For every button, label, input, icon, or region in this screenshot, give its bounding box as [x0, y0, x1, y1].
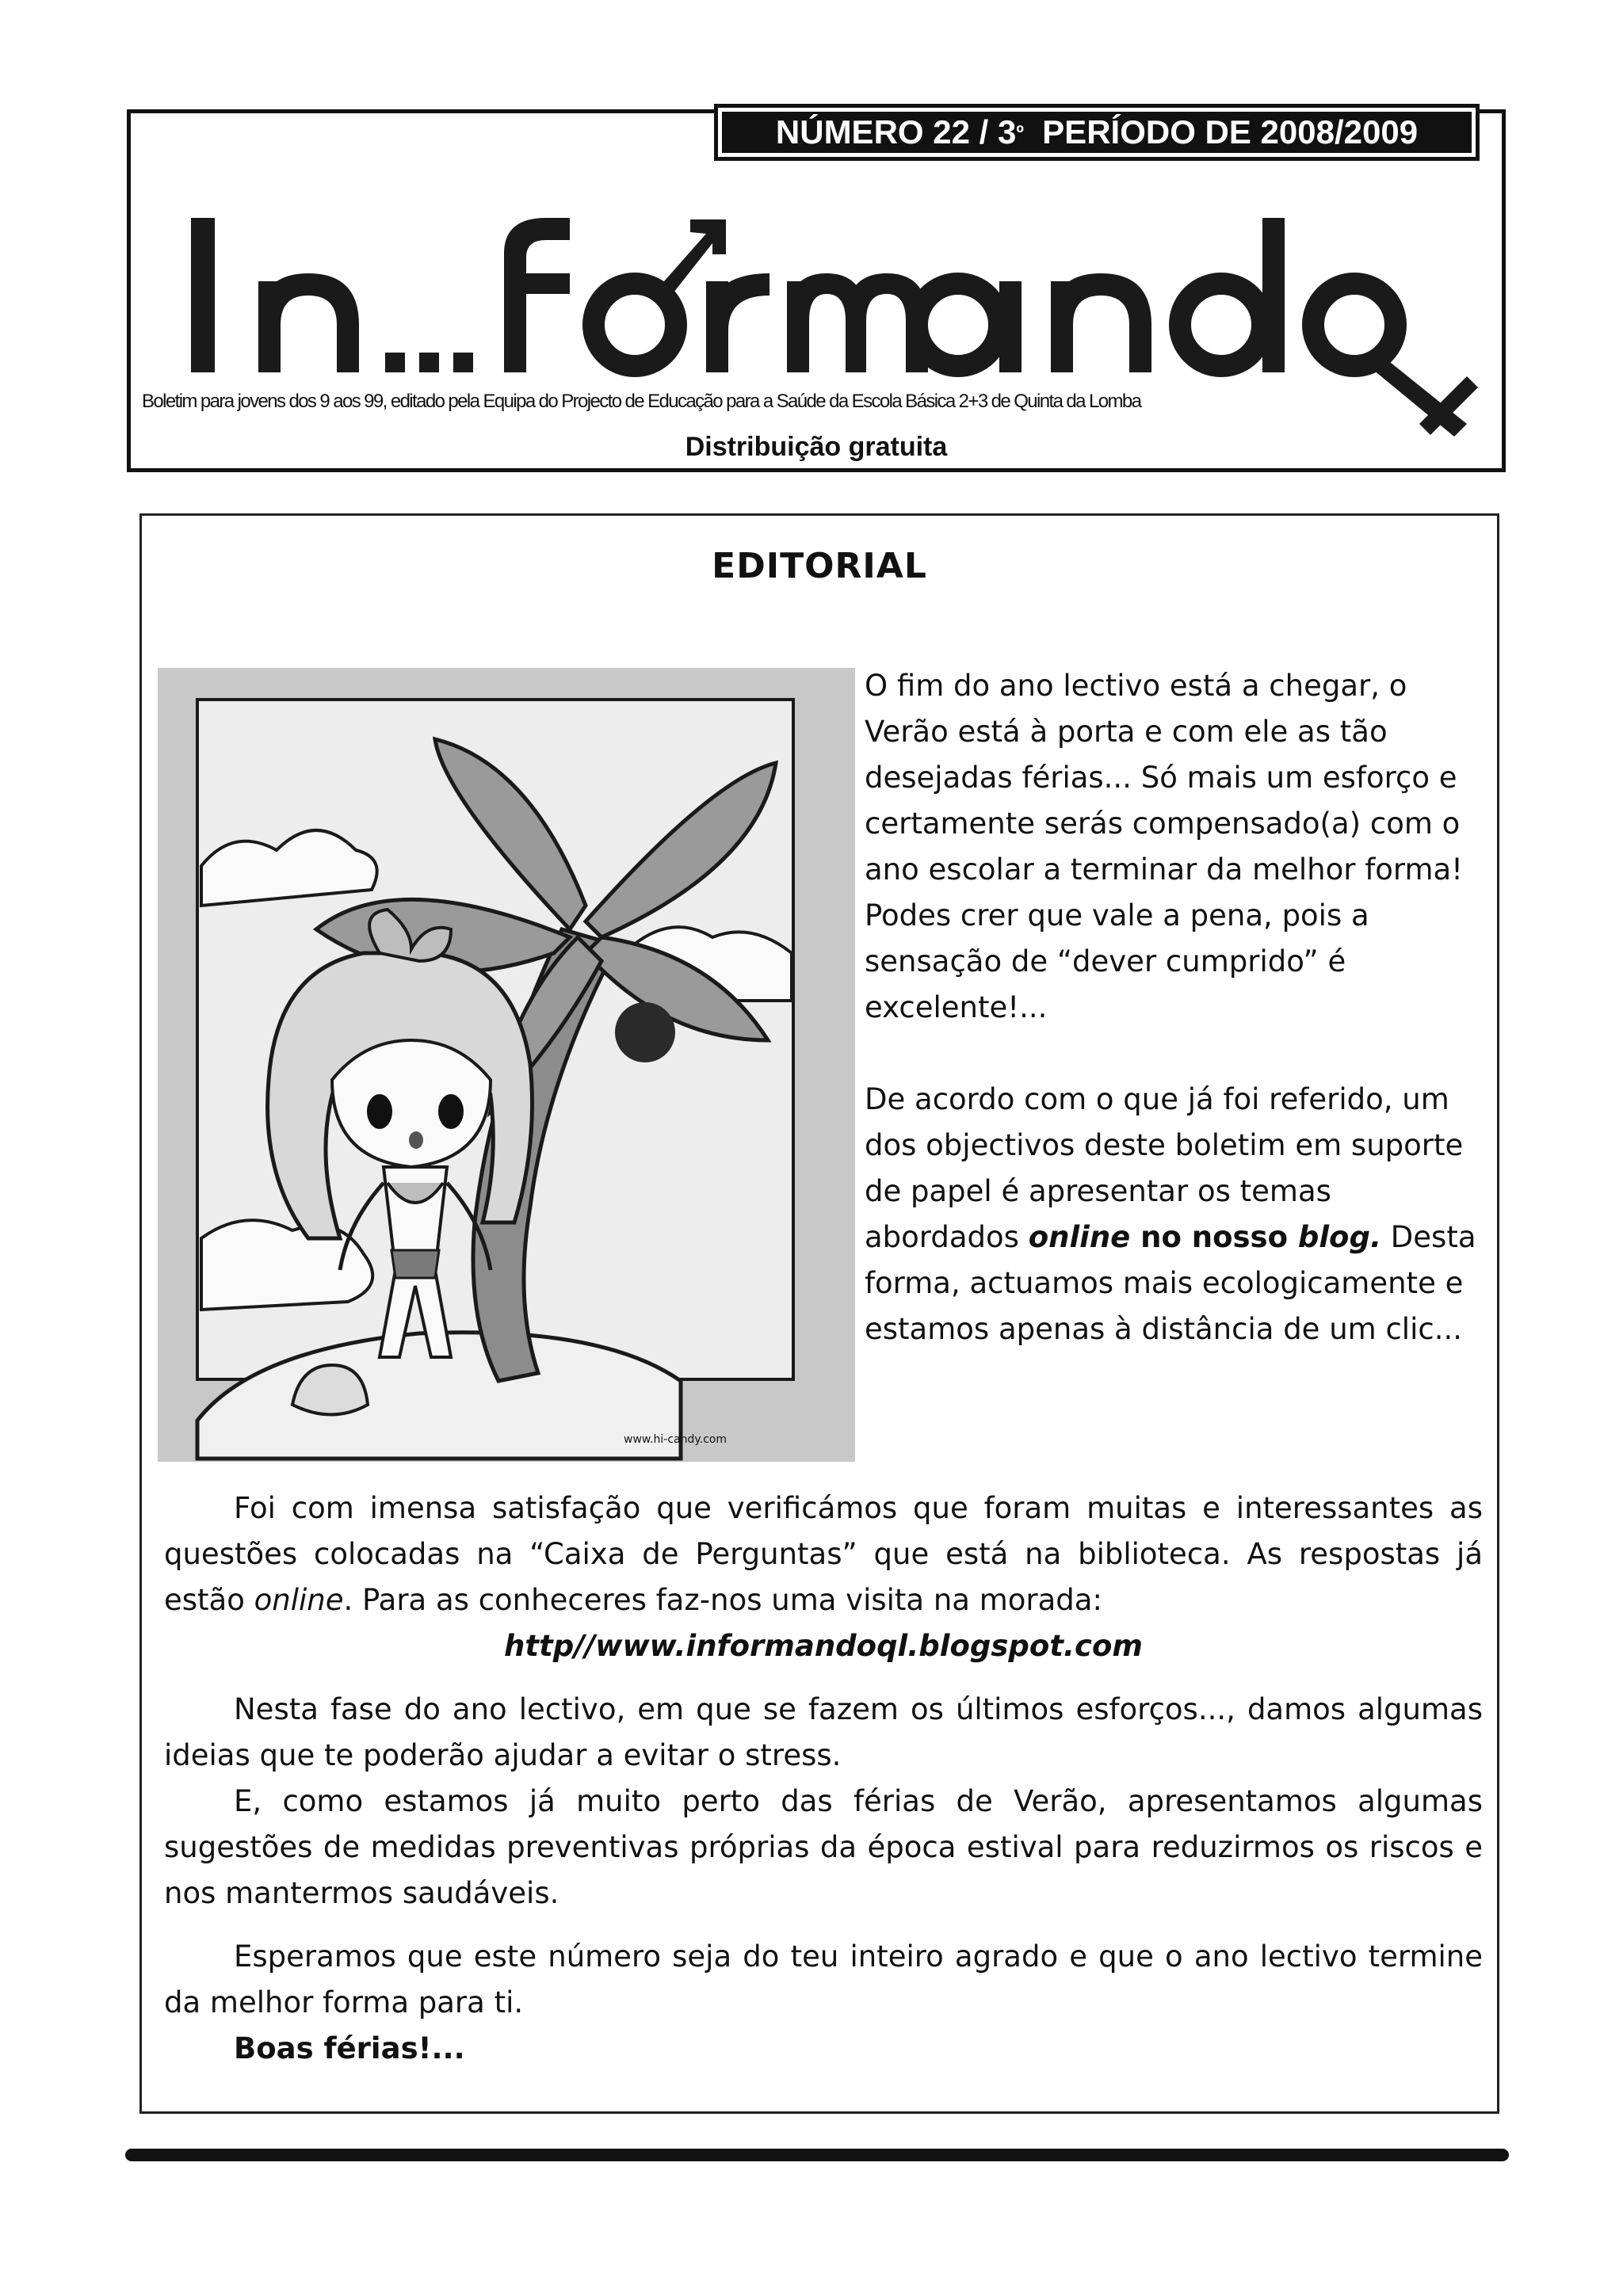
paragraph-summer: E, como estamos já muito perto das férias de Verão, apresentamos algumas sugestões de medidas preventivas próprias da época estival para reduzirmos os riscos e nos mantermos saudáveis.	[164, 1784, 1483, 1910]
sign-off: Boas férias!...	[234, 2031, 465, 2065]
paragraph-duty: Podes crer que vale a pena, pois a sensação de “dever cumprido” é excelente!...	[865, 898, 1369, 1024]
paragraph-hope: Esperamos que este número seja do teu inteiro agrado e que o ano lectivo termine da melhor forma para ti.	[164, 1939, 1483, 2019]
tagline: Boletim para jovens dos 9 aos 99, editado pela Equipa do Projecto de Educação para a Saúde da Escola Básica 2+3 de Quinta da Lomba	[142, 391, 1141, 412]
paragraph-objectives: De acordo com o que já foi referido, um dos objectivos deste boletim em suporte de papel é apresentar os temas abordados online no nosso blog. Desta forma, actuamos mais ecologicamente e estamos apenas à distância de um clic...	[865, 1082, 1476, 1346]
editorial-main-text	[164, 1486, 1483, 2072]
online-word: online	[1028, 1220, 1131, 1254]
issue-suffix: PERÍODO DE 2008/2009	[1023, 113, 1419, 151]
issue-superscript: º	[1016, 120, 1024, 144]
illustration-credit: www.hi-candy.com	[624, 1433, 727, 1446]
masthead	[127, 109, 1506, 472]
editorial-section	[139, 513, 1499, 2114]
paragraph-questions: Foi com imensa satisfação que verificámos que foram muitas e interessantes as questões colocadas na “Caixa de Perguntas” que está na biblioteca. As respostas já estão online. Para as conheceres faz-nos uma visita na morada:	[164, 1491, 1483, 1617]
blog-url-link[interactable]: http//www.informandoql.blogspot.com	[504, 1629, 1143, 1663]
blog-word: blog.	[1297, 1220, 1382, 1254]
footer-rule	[125, 2149, 1509, 2161]
paragraph-intro: O fim do ano lectivo está a chegar, o Verão está à porta e com ele as tão desejadas férias... Só mais um esforço e certamente serás compensado(a) com o ano escolar a terminar da melhor forma!	[865, 669, 1463, 887]
paragraph-stress: Nesta fase do ano lectivo, em que se fazem os últimos esforços..., damos algumas ideias que te poderão ajudar a evitar o stress.	[164, 1692, 1483, 1772]
issue-banner	[714, 104, 1480, 161]
editorial-side-text	[865, 663, 1483, 1352]
issue-prefix: NÚMERO 22 / 3	[775, 113, 1017, 151]
editorial-title: EDITORIAL	[712, 546, 927, 586]
distribution-note: Distribuição gratuita	[685, 432, 948, 462]
illustration-girl-palm-tree	[158, 668, 855, 1462]
